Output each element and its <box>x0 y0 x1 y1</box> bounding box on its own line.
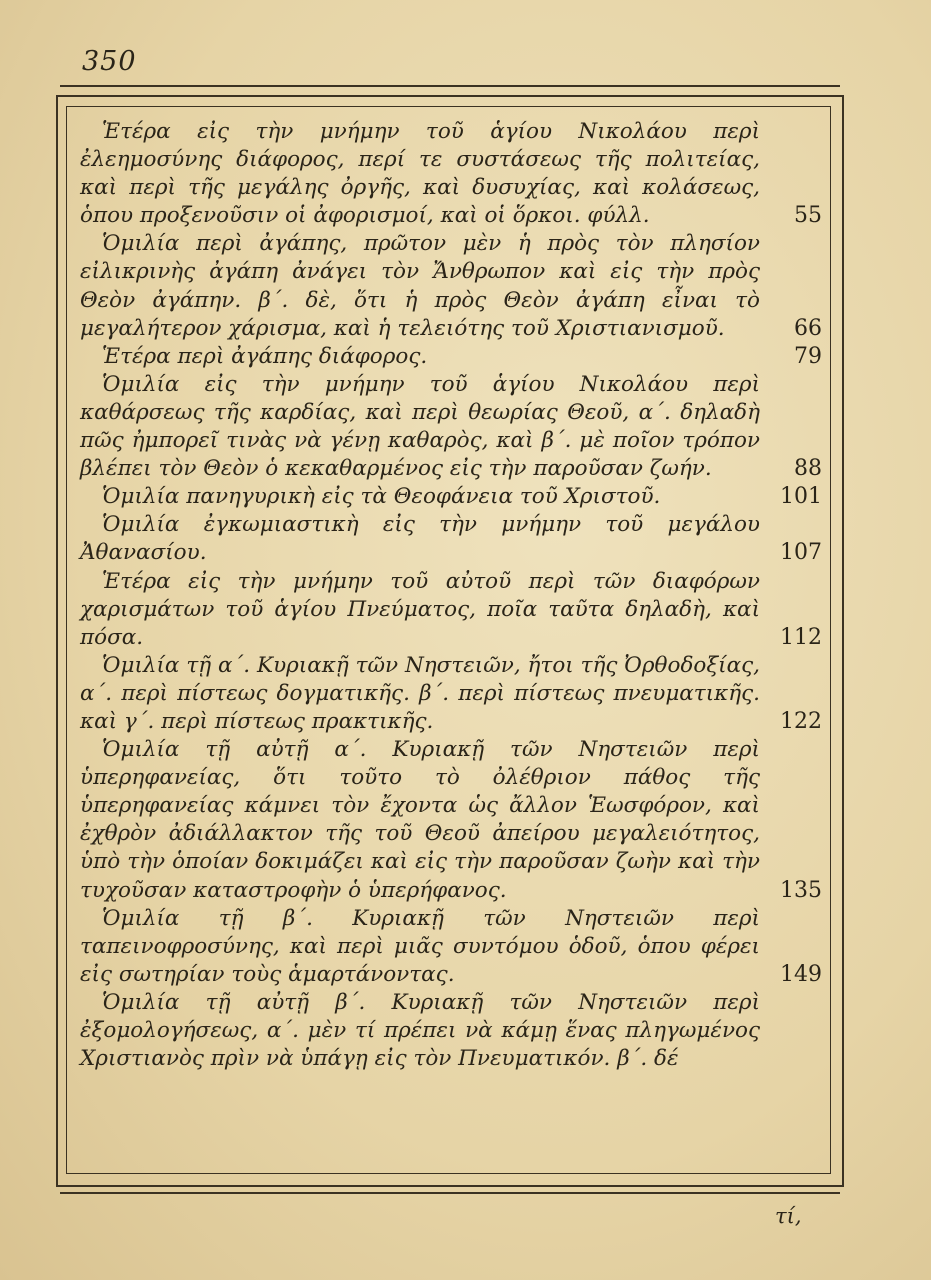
toc-entry-title: Ὁμιλία τῇ αὐτῇ α΄. Κυριακῇ τῶν Νηστειῶν περὶ ὑπερηφανείας, ὅτι τοῦτο τὸ ὀλέθριον πάθος τῆς ὑπερηφανείας κάμνει τὸν ἔχοντα ὡς ἄλλον Ἑωσφόρον, καὶ ἐχθρὸν ἀδιάλλακτον τῆς τοῦ Θεοῦ ἀπείρου μεγαλειότητος, ὑπὸ τὴν ὁποίαν δοκιμάζει καὶ εἰς τὴν παροῦσαν ζωὴν καὶ τὴν τυχοῦσαν καταστροφὴν ὁ ὑπερήφανος. <box>80 737 760 903</box>
toc-entry-title: Ὁμιλία τῇ αὐτῇ β΄. Κυριακῇ τῶν Νηστειῶν περὶ ἐξομολογήσεως, α΄. μὲν τί πρέπει νὰ κάμῃ ἕνας πληγωμένος Χριστιανὸς πρὶν νὰ ὑπάγῃ εἰς τὸν Πνευματικόν. β΄. δέ <box>80 989 760 1072</box>
toc-entry-title: Ἑτέρα εἰς τὴν μνήμην τοῦ ἁγίου Νικολάου περὶ ἐλεημοσύνης διάφορος, περί τε συστάσεως τῆς πολιτείας, καὶ περὶ τῆς μεγάλης ὀργῆς, καὶ δυσυχίας, καὶ κολάσεως, ὁπου προξενοῦσιν οἱ ἀφορισμοί, καὶ οἱ ὅρκοι. φύλλ. <box>80 119 760 229</box>
toc-entry <box>80 989 822 1073</box>
toc-entry-title: Ὁμιλία εἰς τὴν μνήμην τοῦ ἁγίου Νικολάου περὶ καθάρσεως τῆς καρδίας, καὶ περὶ θεωρίας Θεοῦ, α΄. δηλαδὴ πῶς ἠμπορεῖ τινὰς νὰ γένῃ καθαρὸς, καὶ β΄. μὲ ποῖον τρόπον βλέπει τὸν Θεὸν ὁ κεκαθαρμένος εἰς τὴν παροῦσαν ζωήν. <box>80 371 760 482</box>
toc-entry-title: Ὁμιλία περὶ ἀγάπης, πρῶτον μὲν ἡ πρὸς τὸν πλησίον εἰλικρινὴς ἀγάπη ἀνάγει τὸν Ἄνθρωπον καὶ εἰς τὴν πρὸς Θεὸν ἀγάπην. β΄. δὲ, ὅτι ἡ πρὸς Θεὸν ἀγάπη εἶναι τὸ μεγαλήτερον χάρισμα, καὶ ἡ τελειότης τοῦ Χριστιανισμοῦ. <box>80 231 760 341</box>
toc-entry-page: 149 <box>780 961 822 987</box>
toc-entry-page: 107 <box>780 540 822 566</box>
toc-entry-page: 66 <box>794 315 822 341</box>
toc-entry-title: Ὁμιλία ἐγκωμιαστικὴ εἰς τὴν μνήμην τοῦ μεγάλου Ἀθανασίου. <box>80 512 760 566</box>
toc-entry-page: 135 <box>780 877 822 903</box>
toc-entry-page: 88 <box>794 456 822 482</box>
toc-entry-page: 122 <box>780 708 822 734</box>
header-rule <box>60 85 840 87</box>
toc-entry-page: 55 <box>794 203 822 229</box>
toc-entry-title: Ὁμιλία τῇ α΄. Κυριακῇ τῶν Νηστειῶν, ἤτοι τῆς Ὀρθοδοξίας, α΄. περὶ πίστεως δογματικῆς. β΄. περὶ πίστεως πνευματικῆς. καὶ γ΄. περὶ πίστεως πρακτικῆς. <box>80 652 760 734</box>
toc-entry-page: 101 <box>780 484 822 510</box>
toc-entry-title: Ὁμιλία πανηγυρικὴ εἰς τὰ Θεοφάνεια τοῦ Χριστοῦ. <box>102 484 661 510</box>
toc-entry <box>80 118 822 230</box>
catchword: τί, <box>775 1204 802 1228</box>
toc-entry <box>80 371 822 483</box>
toc-entry-title: Ὁμιλία τῇ β΄. Κυριακῇ τῶν Νηστειῶν περὶ ταπεινοφροσύνης, καὶ περὶ μιᾶς συντόμου ὁδοῦ, ὁπου φέρει εἰς σωτηρίαν τοὺς ἁμαρτάνοντας. <box>80 905 760 987</box>
toc-entry <box>80 511 822 567</box>
toc-entry-page: 79 <box>794 343 822 369</box>
toc-entry <box>80 343 822 371</box>
toc-entry <box>80 905 822 989</box>
table-of-contents <box>80 118 822 1073</box>
toc-entry <box>80 652 822 736</box>
toc-entry-title: Ἑτέρα περὶ ἀγάπης διάφορος. <box>102 343 428 369</box>
toc-entry-page: 112 <box>780 624 822 650</box>
bottom-rule <box>60 1192 840 1194</box>
toc-entry <box>80 568 822 652</box>
toc-entry <box>80 736 822 905</box>
page-number: 350 <box>82 46 137 77</box>
toc-entry <box>80 230 822 342</box>
toc-entry <box>80 483 822 511</box>
toc-entry-title: Ἑτέρα εἰς τὴν μνήμην τοῦ αὐτοῦ περὶ τῶν διαφόρων χαρισμάτων τοῦ ἁγίου Πνεύματος, ποῖα ταῦτα δηλαδὴ, καὶ πόσα. <box>80 568 760 650</box>
